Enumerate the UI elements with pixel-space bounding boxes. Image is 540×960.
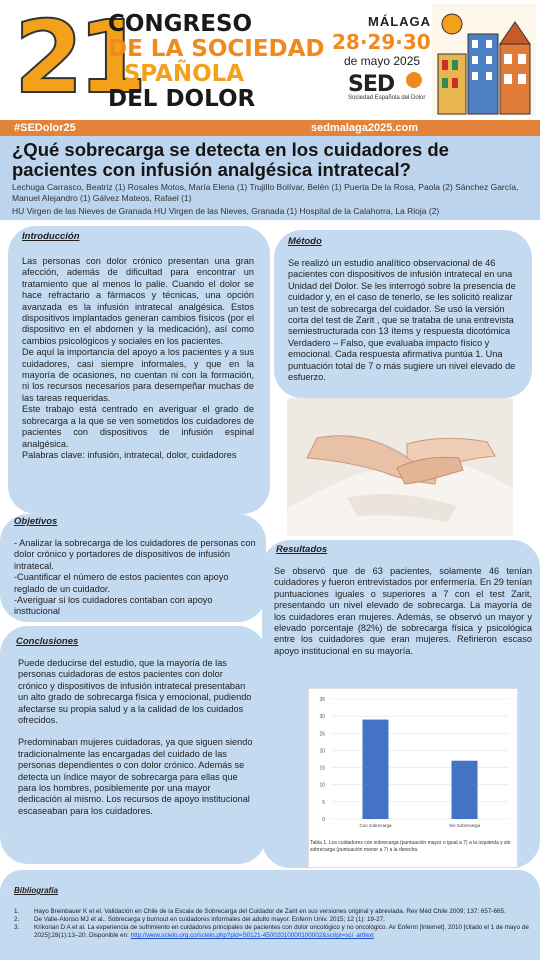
header-band <box>0 120 540 136</box>
y-tick-label: 10 <box>319 782 325 789</box>
poster-header <box>0 0 540 120</box>
results-text: Se observó que de 63 pacientes, solamente 46 tenían cuidadores y fueron entrevistados por enfermería. En 29 tenían puntuaciones iguales o superiores a 7 con el test Zarit, presentando un nivel elevado de sobrecarga. La mayoría de los cuidadores eran mujeres. Además, se observó un mayor y elevado porcentaje (82%) de sobrecarga física y psicológica entre los cuidadores que eran mujeres. Refirieron escaso apoyo institucional en su mayoría. <box>274 566 532 656</box>
authors: Lechuga Carrasco, Beatriz (1) Rosales Motos, María Elena (1) Trujillo Bolívar, Belén (1) Puerta De la Rosa, Paola (2) Sánchez García, Manuel Alejandro (1) Gálvez Mateos, Rafael (1) <box>12 182 519 203</box>
hands-photo-icon <box>287 398 513 536</box>
y-tick-label: 35 <box>319 697 325 703</box>
bibliography-entry <box>34 924 534 940</box>
method-text: Se realizó un estudio analítico observacional de 46 pacientes con dispositivos de infusión intratecal en una Unidad del Dolor. Se les interrogó sobre la presencia de cuidador y, en el caso de tenerlo, se les solicitó realizar un test de sobrecarga del cuidador. Se usó la versión corta del test de Zarit , que se trataba de una entrevista semiestructurada con 13 ítems y respuesta dicotómica Verdadero – Falso, que evaluaba impacto físico y emocional. Cada respuesta afirmativa puntúa 1. Una puntuación total de 7 o más sugiere un nivel elevado de esfuerzo. <box>288 258 516 383</box>
y-tick-label: 30 <box>319 714 325 721</box>
bar-chart <box>309 689 519 839</box>
affiliations: HU Virgen de las Nieves de Granada HU Virgen de las Nieves, Granada (1) Hospital de la Calahorra, La Rioja (2) <box>12 206 440 216</box>
bibliography-number: 3. <box>14 924 20 931</box>
title-block <box>0 136 540 220</box>
bibliography-text: De Valle-Alonso MJ et al.. Sobrecarga y burnout en cuidadores informales del adulto mayor. Enferm Univ. 2015; 12 (1): 19-27. <box>34 916 385 923</box>
hashtag: #SEDolor25 <box>14 122 76 134</box>
sed-logo-subtitle: Sociedad Española del Dolor <box>348 95 426 101</box>
congress-line: DE LA SOCIEDAD <box>108 36 325 62</box>
congress-line: ESPAÑOLA <box>108 61 245 87</box>
sed-logo-text: SED <box>348 72 395 97</box>
intro-paragraph: Las personas con dolor crónico presentan una gran afección, además de dificultad para encontrar un tratamiento que al menos lo palie. Cuando el dolor se hace refractario a fármacos y técnicas, una opción avanzada es la infusión intratecal analgésica. Estos dispositivos implantados generan cambios físicos (por el dispositivo en el abdomen y la medicación), así como cambios psicológicos y sociales en los pacientes. <box>22 256 254 346</box>
bibliography-item <box>14 924 534 940</box>
bibliography-text: Krikorian D A et al. La experiencia de sufrimiento en cuidadores principales de pacientes con dolor oncológico y no oncológico. Av Enferm [Internet]. 2010 [citado el 1 de mayo de 2025];28(1):13–20. Disponible en: <box>34 924 529 939</box>
bar <box>452 761 478 819</box>
congress-month: de mayo 2025 <box>344 54 421 68</box>
method-heading: Método <box>288 236 322 247</box>
conclusions-paragraph: Puede deducirse del estudio, que la mayoría de las personas cuidadoras de estos pacientes con dolor crónico y dispositivos de infusión intratecal presentaban un alto grado de sobrecarga física y emocional, pudiendo afectarse su propia salud y a la calidad de los cuidados ofrecidos. <box>18 658 252 726</box>
y-tick-label: 0 <box>322 817 325 823</box>
congress-title <box>108 12 325 112</box>
bibliography-number: 2. <box>14 916 20 923</box>
y-tick-label: 5 <box>322 799 325 806</box>
poster-title: ¿Qué sobrecarga se detecta en los cuidadores de pacientes con infusión analgésica intratecal? <box>12 139 449 180</box>
bibliography-text: Hayo Breinbauer K et el. Validación en Chile de la Escala de Sobrecarga del Cuidador de Zarit en sus versiones original y abreviada. Rev Méd Chile 2009; 137: 657-665. <box>34 908 506 915</box>
conclusions-text <box>18 658 254 817</box>
congress-line: CONGRESO <box>108 11 253 37</box>
results-heading: Resultados <box>276 544 328 555</box>
intro-text <box>22 256 254 461</box>
objective-item: -Averiguar si los cuidadores contaban con apoyo insttucional <box>14 595 213 617</box>
bibliography-item <box>14 916 534 924</box>
sed-logo-dot-icon <box>406 72 422 88</box>
bibliography-heading: Bibliografía <box>14 886 59 895</box>
city-label: MÁLAGA <box>368 14 432 29</box>
congress-number: 21 <box>14 0 142 116</box>
objective-item: -Cuantificar el número de estos pacientes con apoyo reglado de un cuidador. <box>14 572 229 594</box>
x-tick-label: Sin Sobrecarga <box>448 823 481 828</box>
congress-line: DEL DOLOR <box>108 86 256 112</box>
chart-caption: Tabla 1. Los cuidadores con sobrecarga (puntuación mayor o igual a 7) a la izquierda y sin sobrecarga (puntuación menor a 7) a la derecha. <box>310 840 511 853</box>
x-tick-label: Con sobrecarga <box>359 823 392 828</box>
malaga-illustration-icon <box>432 4 536 116</box>
bar <box>363 720 389 819</box>
objectives-list <box>14 538 260 618</box>
bibliography-number: 1. <box>14 908 20 915</box>
conclusions-heading: Conclusiones <box>16 636 79 647</box>
intro-heading: Introducción <box>22 231 80 242</box>
y-tick-label: 25 <box>319 731 325 738</box>
website-link[interactable]: sedmalaga2025.com <box>310 122 418 134</box>
bibliography-link[interactable]: http://www.scielo.org.co/scielo.php?pid=S0121-45002010000100002&script=sci_arttext <box>130 932 374 939</box>
bibliography-item <box>14 908 534 916</box>
bibliography-list <box>14 908 534 940</box>
intro-paragraph: Este trabajo está centrado en averiguar el grado de sobrecarga a la que se ven sometidos los cuidadores de pacientes con dispositivos de infusión espinal analgésica. <box>22 404 254 449</box>
y-tick-label: 15 <box>319 765 325 772</box>
sed-logo <box>348 72 428 101</box>
intro-paragraph: De aquí la importancia del apoyo a los pacientes y a sus cuidadores, casi siempre informales, y que en la mayoría de ocasiones, no cuentan ni con la formación, ni los recursos necesarios para desempeñar muchas de las tareas requeridas. <box>22 347 254 403</box>
objective-item: - Analizar la sobrecarga de los cuidadores de personas con dolor crónico y portadores de dispositivos de infusión intratecal. <box>14 538 256 571</box>
intro-keywords: Palabras clave: infusión, intratecal, dolor, cuidadores <box>22 449 237 460</box>
conclusions-paragraph: Predominaban mujeres cuidadoras, ya que siguen siendo tradicionalmente las encargadas del cuidado de las personas dependientes o con dolor crónico. Además se detecta un índice mayor de sobrecarga para ellas que para los hombres, posiblemente por una mayor dedicación al mismo. Los recursos de apoyo institucional escaseaban para los cuidadores. <box>18 737 253 816</box>
congress-dates: 28·29·30 <box>332 30 431 54</box>
objectives-heading: Objetivos <box>14 516 58 527</box>
y-tick-label: 20 <box>319 748 325 755</box>
